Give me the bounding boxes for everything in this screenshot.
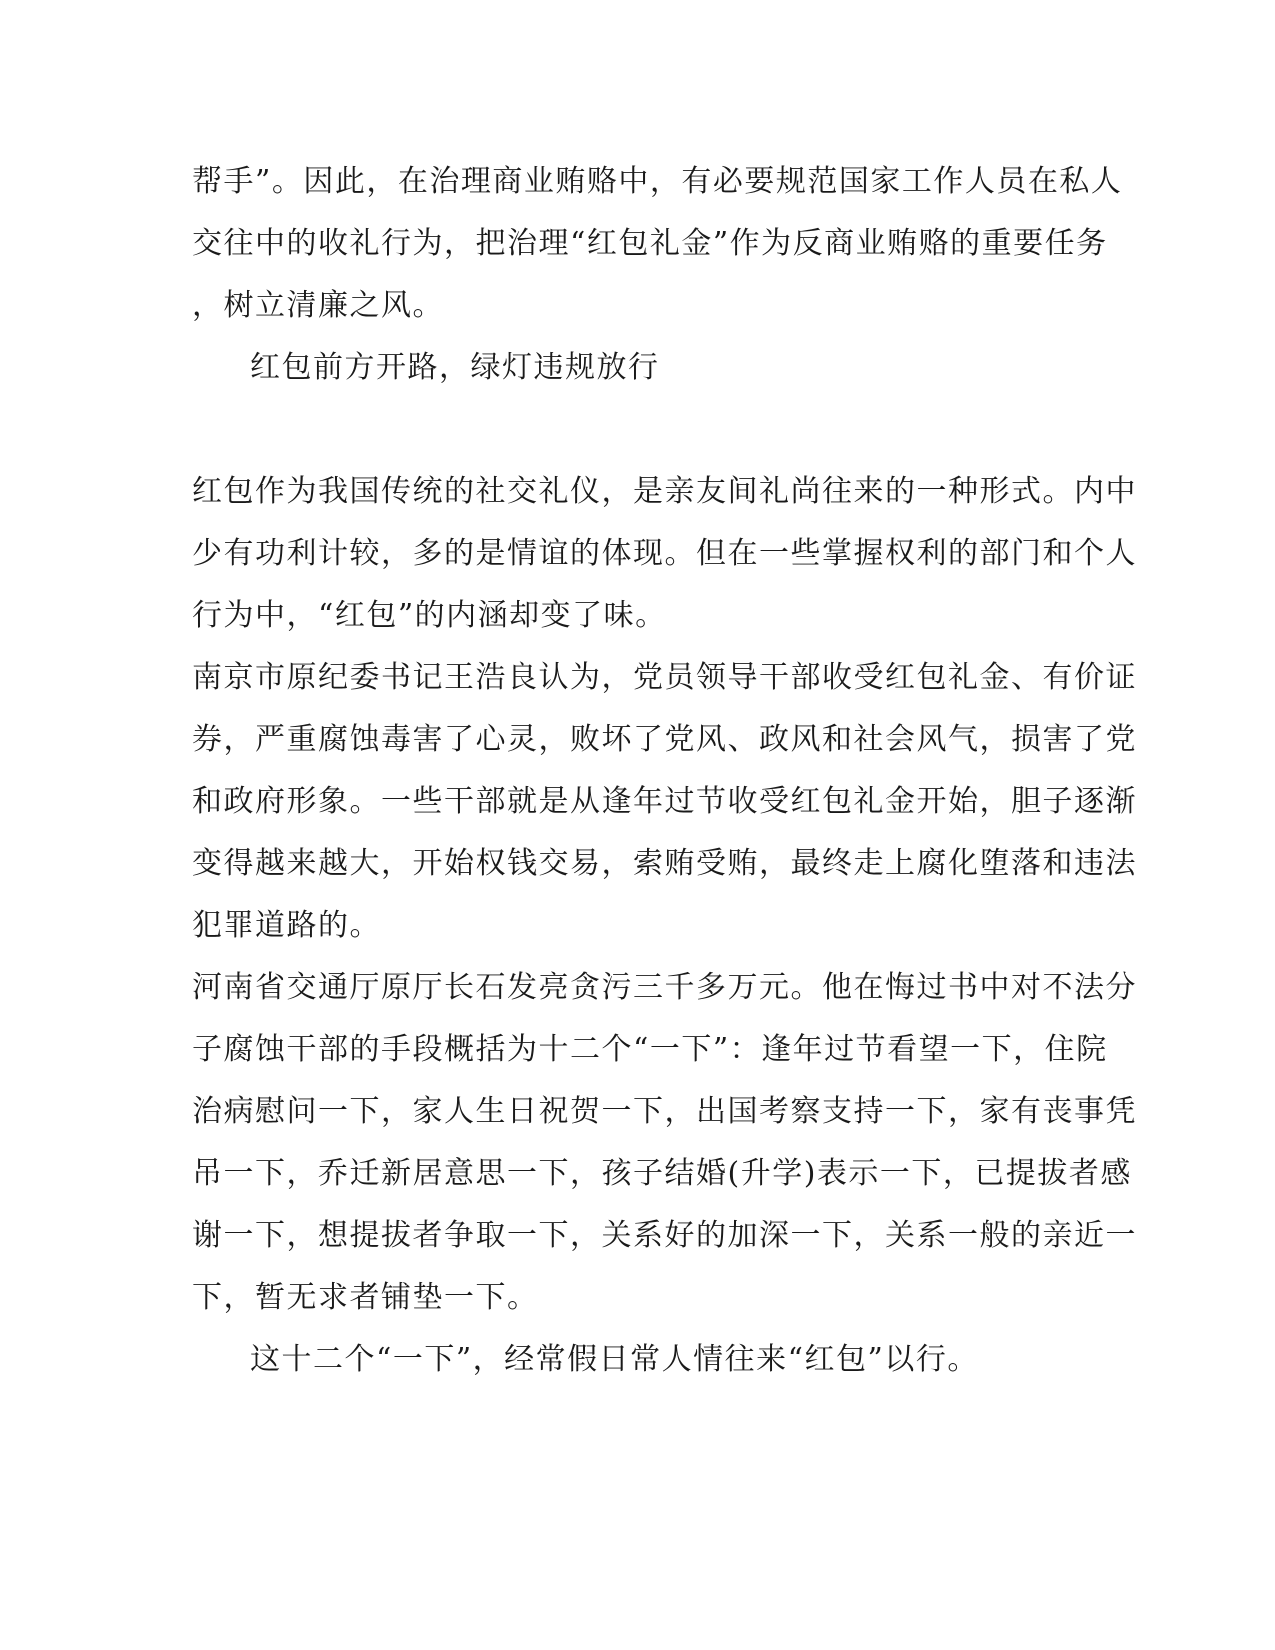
text-line: ，树立清廉之风。: [192, 288, 444, 323]
text-line: 吊一下，乔迁新居意思一下，孩子结婚(升学)表示一下，已提拔者感: [192, 1156, 1132, 1191]
text-line: 这十二个“一下”，经常假日常人情往来“红包”以行。: [250, 1342, 979, 1377]
text-line: 变得越来越大，开始权钱交易，索贿受贿，最终走上腐化堕落和违法: [192, 846, 1137, 881]
text-line: 红包作为我国传统的社交礼仪，是亲友间礼尚往来的一种形式。内中: [192, 474, 1137, 509]
section-heading: 红包前方开路，绿灯违规放行: [250, 350, 660, 385]
text-line: 治病慰问一下，家人生日祝贺一下，出国考察支持一下，家有丧事凭: [192, 1094, 1137, 1129]
text-line: 河南省交通厅原厅长石发亮贪污三千多万元。他在悔过书中对不法分: [192, 970, 1137, 1005]
text-line: 帮手”。因此，在治理商业贿赂中，有必要规范国家工作人员在私人: [192, 164, 1123, 199]
text-line: 犯罪道路的。: [192, 908, 381, 943]
text-line: 南京市原纪委书记王浩良认为，党员领导干部收受红包礼金、有价证: [192, 660, 1137, 695]
text-line: 行为中，“红包”的内涵却变了味。: [192, 598, 667, 633]
text-line: 少有功利计较，多的是情谊的体现。但在一些掌握权利的部门和个人: [192, 536, 1137, 571]
text-line: 交往中的收礼行为，把治理“红包礼金”作为反商业贿赂的重要任务: [192, 226, 1108, 261]
text-line: 和政府形象。一些干部就是从逢年过节收受红包礼金开始，胆子逐渐: [192, 784, 1137, 819]
text-line: 下，暂无求者铺垫一下。: [192, 1280, 539, 1315]
text-line: 券，严重腐蚀毒害了心灵，败坏了党风、政风和社会风气，损害了党: [192, 722, 1137, 757]
text-line: 谢一下，想提拔者争取一下，关系好的加深一下，关系一般的亲近一: [192, 1218, 1137, 1253]
text-line: 子腐蚀干部的手段概括为十二个“一下”：逢年过节看望一下，住院: [192, 1032, 1108, 1067]
